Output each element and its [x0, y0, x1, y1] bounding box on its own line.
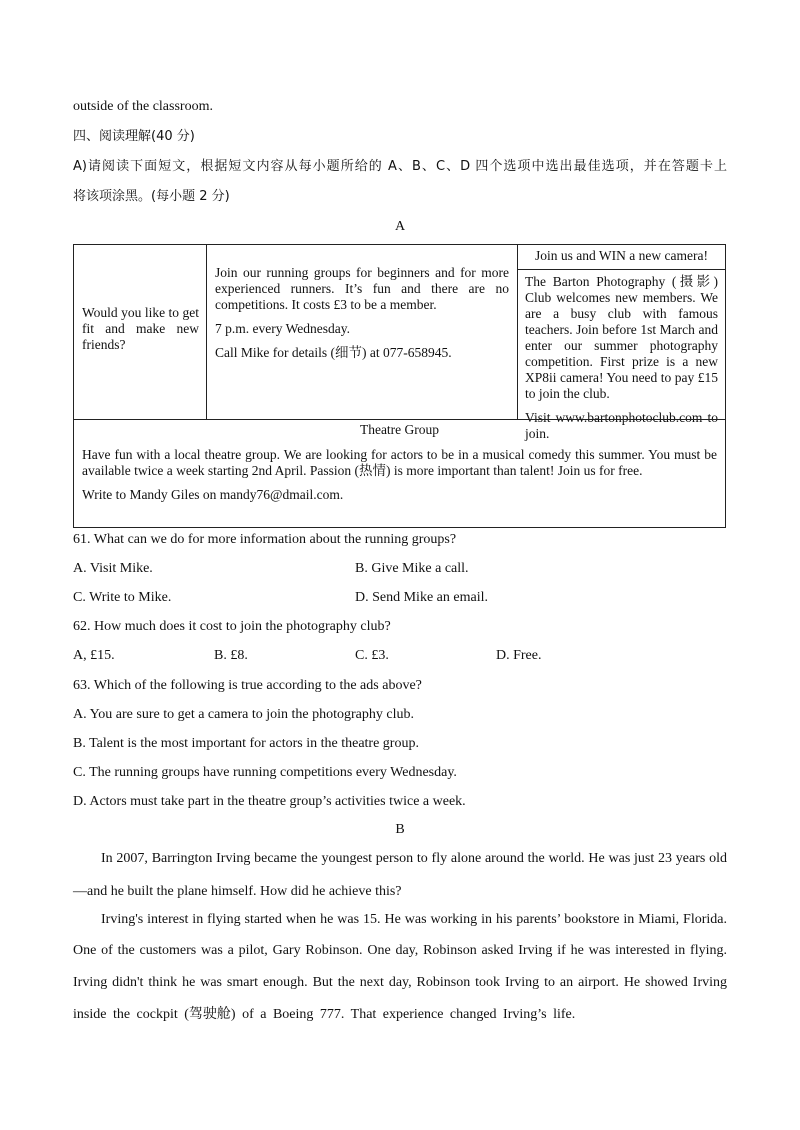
question-61-option-b[interactable]: B. Give Mike a call.	[355, 561, 469, 576]
ad-photo-cell	[518, 245, 725, 441]
passage-b-p2-line-4: inside the cockpit (驾驶舱) of a Boeing 777. That experience changed Irving’s life.	[73, 1007, 576, 1022]
ad-fitness-text: Would you like to get fit and make new friends?	[82, 305, 199, 352]
question-62-option-c[interactable]: C. £3.	[355, 648, 389, 663]
passage-b-p2-line-2: One of the customers was a pilot, Gary Robinson. One day, Robinson asked Irving if he was interested in flying.	[73, 943, 727, 958]
ad-theatre-heading: Theatre Group	[359, 422, 440, 437]
question-63-option-d[interactable]: D. Actors must take part in the theatre group’s activities twice a week.	[73, 794, 466, 809]
passage-b-p2-line-3: Irving didn't think he was smart enough. But the next day, Robinson took Irving to an airport. He showed Irving	[73, 975, 727, 990]
ad-fitness-cell	[74, 245, 207, 419]
question-63-option-b[interactable]: B. Talent is the most important for actors in the theatre group.	[73, 736, 419, 751]
passage-b-p1-line-1: In 2007, Barrington Irving became the youngest person to fly alone around the world. He was just 23 years old	[101, 851, 727, 866]
ad-photo-text	[525, 274, 718, 442]
passage-b-label: B	[395, 822, 405, 837]
question-61-stem: 61. What can we do for more information about the running groups?	[73, 532, 457, 547]
question-62-option-b[interactable]: B. £8.	[214, 648, 248, 663]
ad-photo-p2: Visit www.bartonphotoclub.com to join.	[525, 410, 718, 441]
ad-photo-p1: The Barton Photography (摄影) Club welcomes new members. We are a busy club with famous teachers. Join before 1st March and enter our summer photography competition. First prize is a new XP8ii camera! You need to pay £15 to join the club.	[525, 274, 718, 401]
question-63-option-a[interactable]: A. You are sure to get a camera to join the photography club.	[73, 707, 414, 722]
ad-running-cell	[207, 245, 518, 419]
instruction-line-2: 将该项涂黑。(每小题 2 分)	[73, 189, 230, 204]
passage-b-p1-line-2: —and he built the plane himself. How did he achieve this?	[73, 884, 402, 899]
carry-over-line: outside of the classroom.	[73, 99, 213, 114]
question-63-option-c[interactable]: C. The running groups have running competitions every Wednesday.	[73, 765, 457, 780]
question-63-stem: 63. Which of the following is true according to the ads above?	[73, 678, 422, 693]
ad-theatre-cell	[73, 419, 726, 528]
instruction-line-1: A)请阅读下面短文，根据短文内容从每小题所给的 A、B、C、D 四个选项中选出最佳选项，并在答题卡上	[73, 159, 727, 174]
question-61-option-a[interactable]: A. Visit Mike.	[73, 561, 153, 576]
passage-b-p2-line-1: Irving's interest in flying started when he was 15. He was working in his parents’ bookstore in Miami, Florida.	[101, 912, 727, 927]
question-62-stem: 62. How much does it cost to join the photography club?	[73, 619, 391, 634]
ad-running-p2: 7 p.m. every Wednesday.	[215, 321, 350, 336]
ad-photo-heading: Join us and WIN a new camera!	[518, 245, 725, 270]
ad-running-p1: Join our running groups for beginners and for more experienced runners. It’s fun and there are no competitions. It costs £3 to be a member.	[215, 265, 509, 312]
ad-theatre-p2: Write to Mandy Giles on mandy76@dmail.com.	[82, 487, 344, 502]
question-62-option-d[interactable]: D. Free.	[496, 648, 542, 663]
passage-a-label: A	[394, 219, 406, 234]
ad-running-p3: Call Mike for details (细节) at 077-658945.	[215, 345, 452, 360]
ad-theatre-text	[82, 447, 717, 503]
section-title: 四、阅读理解(40 分)	[73, 129, 195, 144]
question-62-option-a[interactable]: A, £15.	[73, 648, 115, 663]
question-61-option-c[interactable]: C. Write to Mike.	[73, 590, 172, 605]
question-61-option-d[interactable]: D. Send Mike an email.	[355, 590, 488, 605]
ad-theatre-p1: Have fun with a local theatre group. We are looking for actors to be in a musical comedy this summer. You must be available twice a week starting 2nd April. Passion (热情) is more important than talent! Join us for free.	[82, 447, 717, 478]
ad-running-text	[215, 265, 509, 361]
